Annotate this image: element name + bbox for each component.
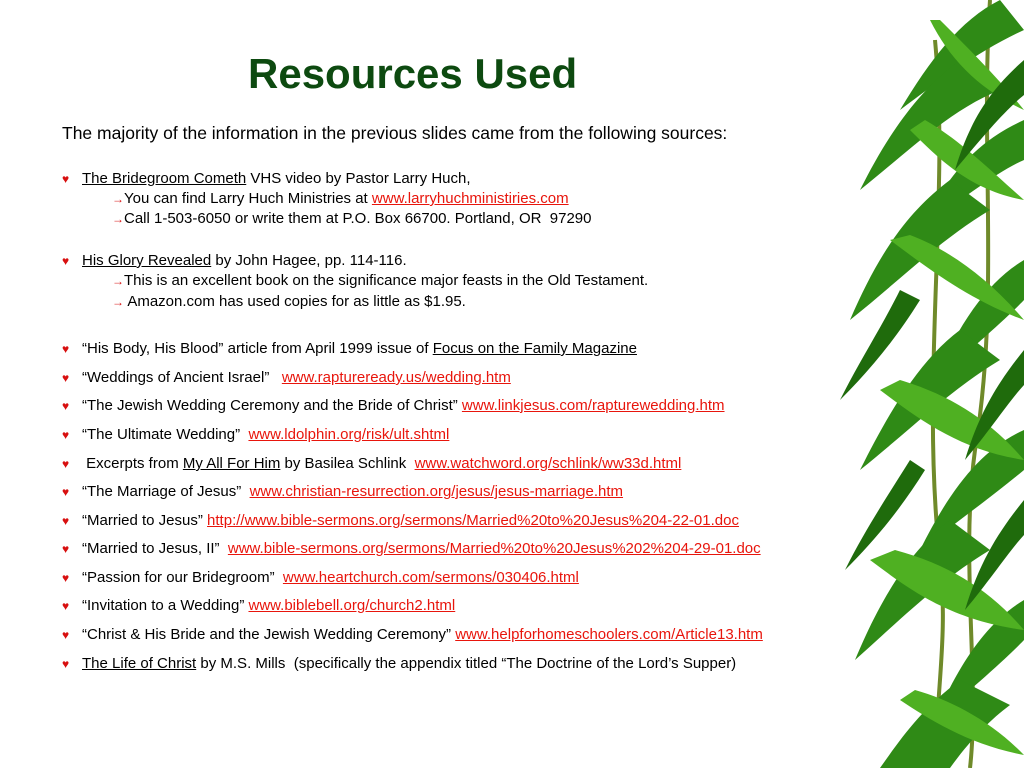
list-item — [62, 539, 761, 559]
heart-bullet-icon: ♥ — [62, 657, 70, 671]
list-item — [62, 654, 736, 674]
heart-bullet-icon: ♥ — [62, 599, 70, 613]
item-text: “Married to Jesus” — [82, 512, 208, 529]
arrow-right-icon: → — [112, 212, 124, 226]
link-watchword[interactable]: www.watchword.org/schlink/ww33d.html — [414, 455, 682, 472]
link-heartchurch[interactable]: www.heartchurch.com/sermons/030406.html — [282, 569, 579, 586]
sub-item — [112, 292, 466, 312]
slide-title: Resources Used — [248, 50, 578, 97]
bamboo-leaves-decoration — [840, 0, 1024, 768]
item-title: My All For Him — [182, 455, 281, 472]
heart-bullet-icon: ♥ — [62, 399, 70, 413]
link-ldolphin[interactable]: www.ldolphin.org/risk/ult.shtml — [248, 426, 450, 443]
intro-text: The majority of the information in the previous slides came from the following sources: — [62, 123, 728, 143]
item-text: “Weddings of Ancient Israel” — [82, 369, 282, 386]
item-text: Amazon.com has used copies for as little as $1.95. — [124, 293, 466, 310]
item-text: “His Body, His Blood” article from April 1999 issue of — [82, 340, 433, 357]
link-larryhuch[interactable]: www.larryhuchministiries.com — [371, 190, 569, 207]
list-item — [62, 425, 449, 445]
list-item — [62, 511, 739, 531]
sub-item — [112, 271, 648, 291]
link-bible-sermons-1[interactable]: http://www.bible-sermons.org/sermons/Married%20to%20Jesus%204-22-01.doc — [207, 512, 739, 529]
heart-bullet-icon: ♥ — [62, 172, 70, 186]
link-raptureready[interactable]: www.raptureready.us/wedding.htm — [281, 369, 511, 386]
heart-bullet-icon: ♥ — [62, 514, 70, 528]
item-text: “Married to Jesus, II” — [82, 540, 228, 557]
bamboo-leaves — [840, 0, 1024, 768]
list-item — [62, 368, 511, 388]
item-text: VHS video by Pastor Larry Huch, — [246, 170, 471, 187]
heart-bullet-icon: ♥ — [62, 371, 70, 385]
heart-bullet-icon: ♥ — [62, 628, 70, 642]
item-text: “The Ultimate Wedding” — [82, 426, 249, 443]
link-biblebell[interactable]: www.biblebell.org/church2.html — [248, 597, 456, 614]
item-text: by M.S. Mills (specifically the appendix titled “The Doctrine of the Lord’s Supper) — [196, 655, 737, 672]
list-item — [62, 625, 763, 645]
list-item — [62, 251, 407, 271]
sub-item — [112, 209, 592, 229]
item-title: Focus on the Family Magazine — [432, 340, 637, 357]
item-text: by John Hagee, pp. 114-116. — [211, 252, 407, 269]
heart-bullet-icon: ♥ — [62, 342, 70, 356]
link-linkjesus[interactable]: www.linkjesus.com/rapturewedding.htm — [461, 397, 725, 414]
heart-bullet-icon: ♥ — [62, 457, 70, 471]
arrow-right-icon: → — [112, 192, 124, 206]
item-text: “Christ & His Bride and the Jewish Wedding Ceremony” — [82, 626, 456, 643]
item-text: “Passion for our Bridegroom” — [82, 569, 283, 586]
sub-item — [112, 189, 569, 209]
link-bible-sermons-2[interactable]: www.bible-sermons.org/sermons/Married%20to%20Jesus%202%204-29-01.doc — [227, 540, 761, 557]
heart-bullet-icon: ♥ — [62, 254, 70, 268]
list-item — [62, 568, 579, 588]
heart-bullet-icon: ♥ — [62, 542, 70, 556]
item-text: Excerpts from — [82, 455, 183, 472]
list-item — [62, 396, 725, 416]
heart-bullet-icon: ♥ — [62, 485, 70, 499]
heart-bullet-icon: ♥ — [62, 571, 70, 585]
item-text: “Invitation to a Wedding” — [82, 597, 249, 614]
link-christian-resurrection[interactable]: www.christian-resurrection.org/jesus/jesus-marriage.htm — [249, 483, 624, 500]
arrow-right-icon: → — [112, 295, 124, 309]
item-text: You can find Larry Huch Ministries at — [124, 190, 372, 207]
arrow-right-icon: → — [112, 274, 124, 288]
item-title: The Bridegroom Cometh — [82, 170, 247, 187]
item-text: “The Marriage of Jesus” — [82, 483, 250, 500]
item-title: The Life of Christ — [82, 655, 197, 672]
item-text: This is an excellent book on the significance major feasts in the Old Testament. — [124, 272, 649, 289]
item-text: Call 1-503-6050 or write them at P.O. Box 66700. Portland, OR 97290 — [124, 210, 592, 227]
list-item — [62, 454, 681, 474]
heart-bullet-icon: ♥ — [62, 428, 70, 442]
item-title: His Glory Revealed — [82, 252, 212, 269]
item-text: “The Jewish Wedding Ceremony and the Bride of Christ” — [82, 397, 462, 414]
item-text: by Basilea Schlink — [280, 455, 415, 472]
list-item — [62, 169, 471, 189]
list-item — [62, 482, 623, 502]
list-item — [62, 596, 455, 616]
link-helpforhomeschoolers[interactable]: www.helpforhomeschoolers.com/Article13.htm — [455, 626, 763, 643]
list-item — [62, 339, 637, 359]
